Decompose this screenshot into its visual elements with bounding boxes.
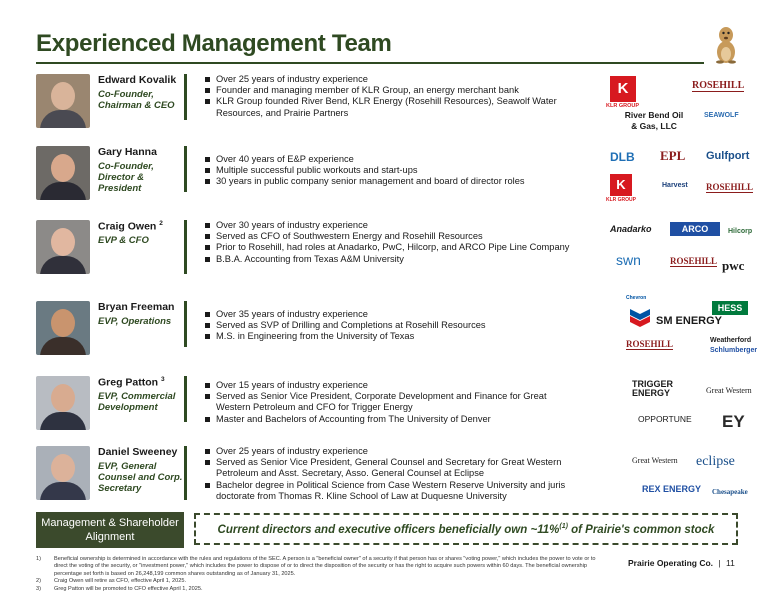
bullet-item: KLR Group founded River Bend, KLR Energy (Rosehill Resources), Seawolf Water Resources, and Prairie Partners [204,96,574,118]
chesapeake-logo: Chesapeake [712,488,748,496]
rosehill-logo: ROSEHILL [626,339,674,349]
klr-group-logo-label: KLR GROUP [606,197,636,203]
member-name: Edward Kovalik [98,74,177,86]
bullet-item: M.S. in Engineering from the University of Texas [204,331,574,342]
headshot-photo [36,220,90,274]
bullet-item: Bachelor degree in Political Science from Case Western Reserve University and juris doctorate from Thomas R. Kline School of Law at Duquesne University [204,480,574,502]
headshot-photo [36,446,90,500]
bullet-item: Founder and managing member of KLR Group, an energy merchant bank [204,85,574,96]
bullet-item: Multiple successful public workouts and start-ups [204,165,574,176]
bullet-item: Served as SVP of Drilling and Completions at Rosehill Resources [204,320,574,331]
klr-group-logo: K [610,174,632,196]
company-logos [584,446,754,510]
alignment-statement: Current directors and executive officers beneficially own ~11%$^{(1)}$ of Prairie's common stock [217,523,715,536]
great-western-logo: Great Western [632,456,678,465]
page-footer [628,558,735,568]
footnote: 1) Beneficial ownership is determined in accordance with the rules and regulations of the SEC. A person is a "beneficial owner" of a security if that person has or shares "voting power," which includes the power to vote or to direct the voting of the security, or "investment power," which includes the power to dispose of or to direct the disposition of the security or has the right to acquire such powers within 60 days. The beneficial ownership percentage set forth is based on 26,248,199 common shares outstanding as of January 31, 2025. [36,556,596,577]
trigger-energy-logo: TRIGGER ENERGY [632,379,674,398]
gulfport-logo: Gulfport [706,150,750,162]
bullet-item: 30 years in public company senior management and board of director roles [204,176,574,187]
member-bullets [204,154,574,188]
team-member-row [36,220,753,286]
epl-logo: EPL [660,148,686,163]
company-logos [584,220,754,284]
rosehill-logo: ROSEHILL [692,80,745,91]
separator: | [718,558,721,568]
rosehill-logo: ROSEHILL [670,256,718,266]
headshot-photo [36,74,90,128]
company-name: Prairie Operating Co. [628,558,714,568]
member-role: EVP & CFO [98,235,149,246]
bullet-item: Served as CFO of Southwestern Energy and Rosehill Resources [204,231,574,242]
seawolf-logo: SEAWOLF [704,112,739,119]
chevron-logo-label: Chevron [626,295,647,301]
great-western-logo: Great Western [706,386,752,395]
row-divider [184,301,187,347]
member-name: Bryan Freeman [98,301,175,313]
bullet-item: Over 25 years of industry experience [204,74,574,85]
member-bullets [204,74,574,119]
rex-energy-logo: REX ENERGY [642,484,702,494]
bullet-item: Master and Bachelors of Accounting from The University of Denver [204,414,574,425]
footnote-ref: 3 [161,376,165,383]
row-divider [184,74,187,120]
team-member-row [36,146,754,212]
member-role: Co-Founder, Director & President [98,161,154,194]
headshot-photo [36,301,90,355]
sm-energy-logo: SM ENERGY [656,315,723,327]
hilcorp-logo: Hilcorp [728,228,753,235]
member-bullets [204,380,574,425]
bullet-item: B.B.A. Accounting from Texas A&M University [204,254,574,265]
bullet-item: Served as Senior Vice President, General Counsel and Secretary for Great Western Petroleum and Asst. Secretary, Asso. General Counsel at Eclipse [204,457,574,479]
member-name: Greg Patton $^3$ [98,376,165,389]
member-name: Craig Owen $^2$ [98,220,163,233]
anadarko-logo: Anadarko [610,224,652,234]
bullet-item: Over 15 years of industry experience [204,380,574,391]
member-bullets [204,220,574,265]
company-logos [584,376,754,440]
headshot-photo [36,146,90,200]
swn-logo: swn [616,252,641,268]
company-logos [584,74,754,138]
footnote: 3) Greg Patton will be promoted to CFO effective April 1, 2025. [36,585,203,592]
bullet-item: Prior to Rosehill, had roles at Anadarko, PwC, Hilcorp, and ARCO Pipe Line Company [204,242,574,253]
footnotes [36,556,596,593]
pwc-logo: pwc [722,258,745,273]
footnote-ref: 2 [159,220,163,227]
hess-logo: HESS [712,301,748,315]
row-divider [184,446,187,500]
schlumberger-logo: Schlumberger [710,347,758,354]
chevron-icon [628,303,652,327]
bullet-item: Over 35 years of industry experience [204,309,574,320]
opportune-logo: OPPORTUNE [638,414,692,424]
bullet-item: Over 30 years of industry experience [204,220,574,231]
chevron-logo [628,303,652,327]
row-divider [184,146,187,192]
eclipse-logo: eclipse [696,454,735,469]
member-bullets [204,309,574,343]
river-bend-logo: River Bend Oil & Gas, LLC [624,110,684,131]
member-role: EVP, Operations [98,316,172,327]
row-divider [184,376,187,422]
title-divider [36,62,704,64]
alignment-label: Management & Shareholder Alignment [36,512,184,548]
member-role: EVP, General Counsel and Corp. Secretary [98,461,183,494]
klr-group-logo: K [610,76,636,102]
company-logos [584,295,758,365]
page-title: Experienced Management Team [36,30,392,57]
headshot-photo [36,376,90,430]
alignment-statement-box [194,513,738,545]
rosehill-logo: ROSEHILL [706,182,754,192]
team-member-row [36,74,746,140]
member-name: Gary Hanna [98,146,157,158]
bullet-item: Over 40 years of E&P experience [204,154,574,165]
team-member-row [36,446,746,512]
member-name: Daniel Sweeney [98,446,178,458]
ey-logo: EY [722,412,745,431]
member-role: EVP, Commercial Development [98,391,176,413]
member-role: Co-Founder, Chairman & CEO [98,89,175,111]
arco-logo: ARCO [670,222,720,236]
page-number: 11 [726,558,735,568]
prairie-dog-logo-icon [708,22,744,64]
bullet-item: Over 25 years of industry experience [204,446,574,457]
row-divider [184,220,187,274]
bullet-item: Served as Senior Vice President, Corporate Development and Finance for Great Western Petroleum and CFO for Trigger Energy [204,391,574,413]
dlb-logo: DLB [610,150,635,164]
klr-group-logo-label: KLR GROUP [606,103,639,109]
harvest-logo: Harvest [662,182,688,189]
company-logos [584,146,754,210]
member-bullets [204,446,574,502]
team-member-row [36,376,752,442]
team-member-row [36,295,758,367]
footnote: 2) Craig Owen will retire as CFO, effective April 1, 2025. [36,578,187,585]
weatherford-logo: Weatherford [710,337,752,344]
